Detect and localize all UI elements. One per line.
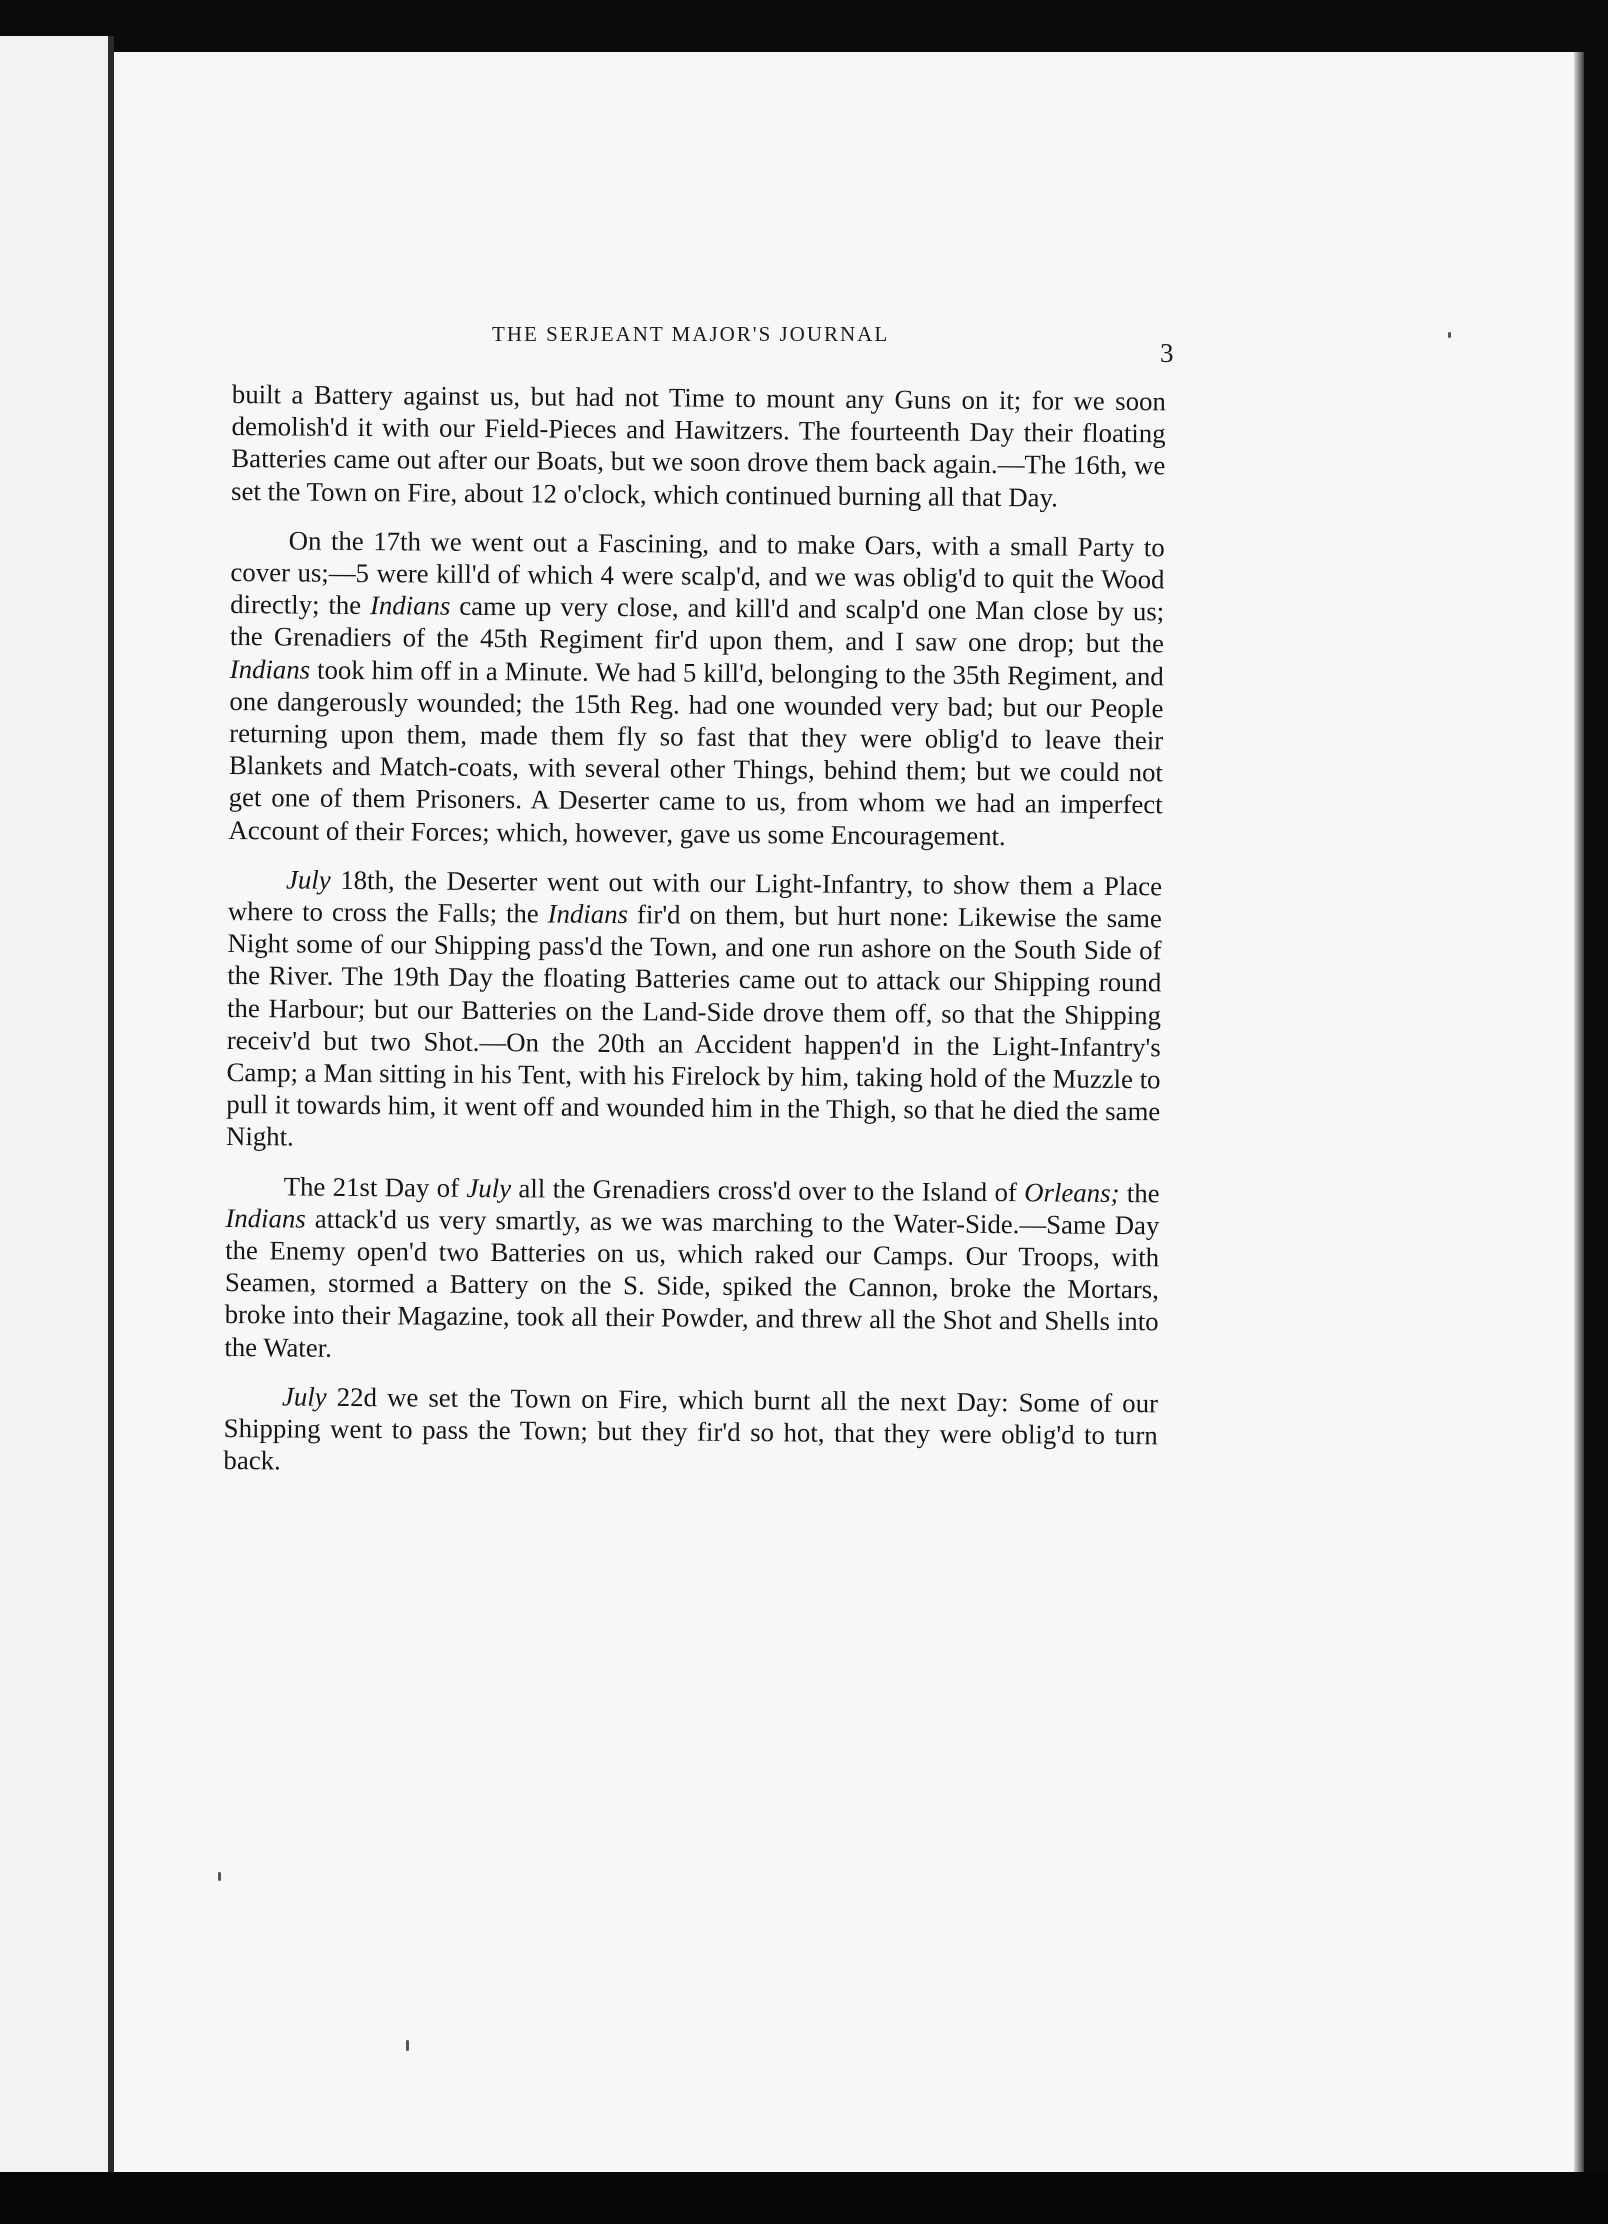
paragraph <box>226 863 1162 1160</box>
text-run: The 21st Day of <box>283 1171 467 1203</box>
page-stack-edge <box>1574 52 1584 2172</box>
text-run: built a Battery against us, but had not Time to mount any Guns on it; for we soon demolish'd it with our Field-Pieces and Hawitzers. The fourteenth Day their floating Batteries came out after our Boats, but we soon drove them back again.—The 16th, we set the Town on Fire, about 12 o'clock, which continued burning all that Day. <box>230 378 1166 513</box>
scan-speck <box>218 1872 221 1881</box>
italic-text: Indians <box>547 898 629 930</box>
page-body-text <box>223 378 1166 1501</box>
paragraph <box>224 1170 1159 1371</box>
italic-text: Indians <box>225 1202 306 1234</box>
scan-speck <box>1448 332 1451 338</box>
text-run: came up very close, and kill'd and scalp'd one Man close by us; the Grenadiers of the 45th Regiment fir'd upon them, and I saw one drop; but the <box>229 590 1165 659</box>
text-run: On the 17th we went out a Fascining, and to make Oars, with a small Party to cover us;—5 were kill'd of which 4 were scalp'd, and we was oblig'd to quit the Wood directly; the <box>230 525 1165 621</box>
text-run: 18th, the Deserter went out with our Light-Infantry, to show them a Place where to cross the Falls; the <box>227 864 1163 929</box>
scan-speck <box>406 2040 409 2051</box>
paragraph <box>223 1380 1158 1484</box>
scan-border-bottom <box>0 2172 1608 2224</box>
text-run: fir'd on them, but hurt none: Likewise the same Night some of our Shipping pass'd the Town, and one run ashore on the South Side of the River. The 19th Day the floating Batteries came out to attack our Shipping round the Harbour; but our Batteries on the Land-Side drove them off, so that the Shipping receiv'd but two Shot.—On the 20th an Accident happen'd in the Light-Infantry's Camp; a Man sitting in his Tent, with his Firelock by him, taking hold of the Muzzle to pull it towards him, it went off and wounded him in the Thigh, so that he died the same Night. <box>225 899 1162 1152</box>
paragraph <box>231 378 1166 514</box>
italic-text: July <box>281 1381 327 1412</box>
italic-text: July <box>285 864 331 895</box>
italic-text: July <box>466 1172 512 1203</box>
facing-page-edge <box>0 36 111 2172</box>
paragraph <box>228 524 1165 853</box>
italic-text: Indians <box>229 653 311 685</box>
italic-text: Orleans; <box>1024 1176 1120 1208</box>
text-run: attack'd us very smartly, as we was marching to the Water-Side.—Same Day the Enemy open'd two Batteries on us, which raked our Camps. Our Troops, with Seamen, stormed a Battery on the S. Side, spiked the Cannon, broke the Mortars, broke into their Magazine, took all their Powder, and threw all the Shot and Shells into the Water. <box>224 1203 1160 1363</box>
text-run: took him off in a Minute. We had 5 kill'd, belonging to the 35th Regiment, and one dangerously wounded; the 15th Reg. had one wounded very bad; but our People returning upon them, made them fly so fast that they were oblig'd to leave their Blankets and Match-coats, with several other Things, behind them; but we could not get one of them Prisoners. A Deserter came to us, from whom we had an imperfect Account of their Forces; which, however, gave us some Encouragement. <box>228 654 1164 851</box>
text-run: 22d we set the Town on Fire, which burnt all the next Day: Some of our Shipping went to pass the Town; but they fir'd so hot, that they were oblig'd to turn back. <box>223 1381 1159 1476</box>
page-number: 3 <box>1160 338 1174 368</box>
text-run: the <box>1119 1177 1160 1208</box>
text-run: all the Grenadiers cross'd over to the Island of <box>510 1172 1025 1207</box>
italic-text: Indians <box>369 590 451 621</box>
running-head: THE SERJEANT MAJOR'S JOURNAL <box>492 322 890 346</box>
